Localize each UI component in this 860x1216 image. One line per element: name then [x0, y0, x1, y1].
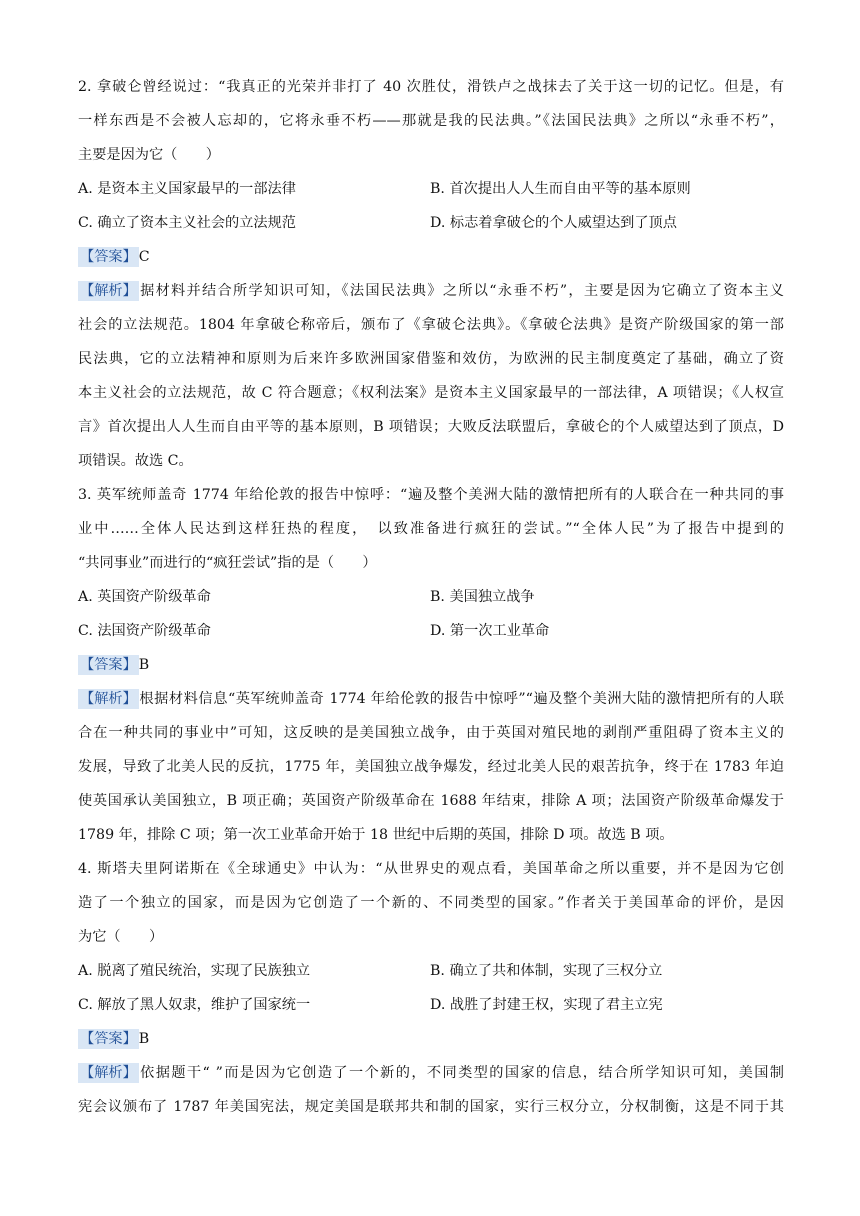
analysis-line: 使英国承认美国独立，B 项正确；英国资产阶级革命在 1688 年结束，排除 A 项；法国资产阶级革命爆发于	[78, 793, 784, 809]
option-b: B. 美国独立战争	[430, 589, 535, 605]
answer-value: B	[138, 1031, 150, 1047]
question-stem-line: 一样东西是不会被人忘却的，它将永垂不朽——那就是我的民法典。”《法国民法典》之所以“永垂不朽”，	[78, 113, 784, 129]
analysis-text: 依据题干“ ”而是因为它创造了一个新的，不同类型的国家的信息，结合所学知识可知，美国制	[138, 1065, 784, 1081]
analysis-line: 言》首次提出人人生而自由平等的基本原则，B 项错误；大败反法联盟后，拿破仑的个人威望达到了顶点，D	[78, 419, 784, 435]
document-page	[78, 70, 784, 1124]
analysis-line: 合在一种共同的事业中”可知，这反映的是美国独立战争，由于英国对殖民地的剥削严重阻碍了资本主义的	[78, 725, 784, 741]
question-stem-line: 业中……全体人民达到这样狂热的程度， 以致准备进行疯狂的尝试。”“全体人民”为了报告中提到的	[78, 521, 784, 537]
option-c: C. 解放了黑人奴隶，维护了国家统一	[78, 997, 311, 1013]
answer-tag: 【答案】	[80, 249, 137, 265]
option-c: C. 确立了资本主义社会的立法规范	[78, 215, 296, 231]
question-stem-line: 3. 英军统师盖奇 1774 年给伦敦的报告中惊呼：“遍及整个美洲大陆的激情把所有的人联合在一种共同的事	[78, 487, 784, 503]
question-stem-line: “共同事业”而进行的“疯狂尝试”指的是（ ）	[78, 555, 377, 571]
options-row	[78, 206, 784, 240]
question-4	[78, 852, 784, 1124]
analysis-line: 宪会议颁布了 1787 年美国宪法，规定美国是联邦共和制的国家，实行三权分立，分权制衡，这是不同于其	[78, 1099, 784, 1115]
answer-line	[78, 1022, 784, 1056]
answer-line	[78, 648, 784, 682]
answer-tag: 【答案】	[80, 657, 137, 673]
question-3	[78, 478, 784, 852]
question-stem-line: 主要是因为它（ ）	[78, 147, 220, 163]
analysis-tag: 【解析】	[80, 691, 137, 707]
analysis-tag: 【解析】	[80, 1065, 137, 1081]
option-a: A. 英国资产阶级革命	[78, 589, 211, 605]
question-stem-line: 造了一个独立的国家，而是因为它创造了一个新的、不同类型的国家。”作者关于美国革命的评价，是因	[78, 895, 784, 911]
option-b: B. 首次提出人人生而自由平等的基本原则	[430, 181, 691, 197]
answer-tag: 【答案】	[80, 1031, 137, 1047]
option-a: A. 是资本主义国家最早的一部法律	[78, 181, 296, 197]
options-row	[78, 988, 784, 1022]
question-stem-line: 2. 拿破仑曾经说过：“我真正的光荣并非打了 40 次胜仗，滑铁卢之战抹去了关于这一切的记忆。但是，有	[78, 79, 784, 95]
option-d: D. 第一次工业革命	[430, 623, 550, 639]
analysis-line: 社会的立法规范。1804 年拿破仑称帝后，颁布了《拿破仑法典》。《拿破仑法典》是资产阶级国家的第一部	[78, 317, 784, 333]
question-2	[78, 70, 784, 478]
analysis-tag: 【解析】	[80, 283, 137, 299]
options-row	[78, 614, 784, 648]
analysis-line	[78, 1056, 784, 1090]
answer-line	[78, 240, 784, 274]
analysis-line: 发展，导致了北美人民的反抗，1775 年，美国独立战争爆发，经过北美人民的艰苦抗争，终于在 1783 年迫	[78, 759, 784, 775]
question-stem-line: 为它（ ）	[78, 929, 164, 945]
answer-value: C	[138, 249, 150, 265]
option-c: C. 法国资产阶级革命	[78, 623, 211, 639]
analysis-text: 根据材料信息“英军统帅盖奇 1774 年给伦敦的报告中惊呼”“遍及整个美洲大陆的激情把所有的人联	[138, 691, 784, 707]
options-row	[78, 954, 784, 988]
option-a: A. 脱离了殖民统治，实现了民族独立	[78, 963, 311, 979]
options-row	[78, 580, 784, 614]
option-d: D. 战胜了封建王权，实现了君主立宪	[430, 997, 663, 1013]
option-d: D. 标志着拿破仑的个人威望达到了顶点	[430, 215, 677, 231]
question-stem-line: 4. 斯塔夫里阿诺斯在《全球通史》中认为：“从世界史的观点看，美国革命之所以重要，并不是因为它创	[78, 861, 784, 877]
analysis-line: 1789 年，排除 C 项；第一次工业革命开始于 18 世纪中后期的英国，排除 D 项。故选 B 项。	[78, 827, 674, 843]
analysis-line	[78, 274, 784, 308]
analysis-line	[78, 682, 784, 716]
analysis-line: 本主义社会的立法规范，故 C 符合题意；《权利法案》是资本主义国家最早的一部法律，A 项错误；《人权宣	[78, 385, 784, 401]
option-b: B. 确立了共和体制，实现了三权分立	[430, 963, 663, 979]
answer-value: B	[138, 657, 150, 673]
analysis-text: 据材料并结合所学知识可知，《法国民法典》之所以“永垂不朽”，主要是因为它确立了资本主义	[138, 283, 784, 299]
analysis-line: 民法典，它的立法精神和原则为后来许多欧洲国家借鉴和效仿，为欧洲的民主制度奠定了基础，确立了资	[78, 351, 784, 367]
analysis-line: 项错误。故选 C。	[78, 453, 193, 469]
options-row	[78, 172, 784, 206]
